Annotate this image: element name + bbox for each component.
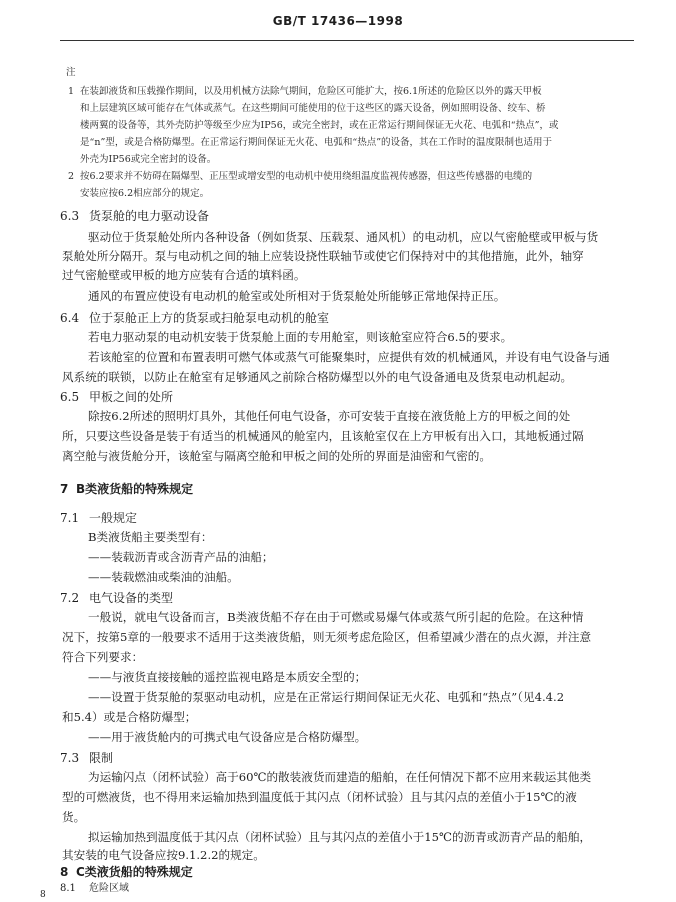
section-title: 危险区域 xyxy=(89,883,129,894)
section-title: 货泵舱的电力驱动设备 xyxy=(89,209,210,223)
section-title: 位于泵舱正上方的货泵或扫舱泵电动机的舱室 xyxy=(89,311,330,325)
paragraph-line: 一般说，就电气设备而言，B类液货船不存在由于可燃或易爆气体或蒸气所引起的危险。在这种情 xyxy=(88,610,584,624)
paragraph-line: 风系统的联锁，以防止在舱室有足够通风之前除合格防爆型以外的电气设备通电及货泵电动机起动。 xyxy=(62,370,573,384)
paragraph-line: 若电力驱动泵的电动机安装于货泵舱上面的专用舱室，则该舱室应符合6.5的要求。 xyxy=(88,330,513,344)
note-line: 楼两翼的设备等，其外壳防护等级至少应为IP56，或完全密封，或在正常运行期间保证无火花、电弧和“热点”，或 xyxy=(80,120,559,131)
paragraph-line: 除按6.2所述的照明灯具外，其他任何电气设备，亦可安装于直接在液货舱上方的甲板之间的处 xyxy=(88,409,571,423)
note-line: 按6.2要求并不妨碍在隔爆型、正压型或增安型的电动机中使用绕组温度监视传感器，但这些传感器的电缆的 xyxy=(80,171,533,182)
paragraph-line: 型的可燃液货，也不得用来运输加热到温度低于其闪点（闭杯试验）且与其闪点的差值小于15℃的液 xyxy=(62,790,577,804)
paragraph-line: 其安装的电气设备应按9.1.2.2的规定。 xyxy=(62,848,265,862)
list-item: ——与液货直接接触的遥控监视电路是本质安全型的； xyxy=(88,670,367,684)
note-item-number: 2 xyxy=(68,171,75,182)
chapter-number: 8 xyxy=(60,865,69,879)
paragraph-line: 为运输闪点（闭杯试验）高于60℃的散装液货而建造的船舶，在任何情况下都不应用来载运其他类 xyxy=(88,770,592,784)
section-number: 7.3 xyxy=(60,751,80,765)
paragraph-line: 离空舱与液货舱分开，该舱室与隔离空舱和甲板之间的处所的界面是油密和气密的。 xyxy=(62,449,491,463)
paragraph-line: 过气密舱壁或甲板的地方应装有合适的填料函。 xyxy=(62,268,306,282)
paragraph-line: 通风的布置应使设有电动机的舱室或处所相对于货泵舱处所能够正常地保持正压。 xyxy=(88,289,506,303)
list-item: ——用于液货舱内的可携式电气设备应是合格防爆型。 xyxy=(88,730,367,744)
note-label: 注 xyxy=(66,67,76,78)
page-header: GB/T 17436—1998 xyxy=(272,14,404,28)
note-line: 安装应按6.2相应部分的规定。 xyxy=(80,188,210,199)
note-item-number: 1 xyxy=(68,86,75,97)
section-number: 6.4 xyxy=(60,311,80,325)
note-line: 和上层建筑区域可能存在气体或蒸气。在这些期间可能使用的位于这些区的露天设备，例如照明设备、绞车、桥 xyxy=(80,103,546,114)
section-number: 7.2 xyxy=(60,591,80,605)
chapter-title: C类液货船的特殊规定 xyxy=(76,865,193,879)
note-line: 外壳为IP56或完全密封的设备。 xyxy=(80,154,217,165)
section-title: 一般规定 xyxy=(89,511,138,525)
chapter-title: B类液货船的特殊规定 xyxy=(76,482,194,496)
section-title: 电气设备的类型 xyxy=(89,591,174,605)
list-item: ——装载燃油或柴油的油船。 xyxy=(88,570,239,584)
list-item: 和5.4）或是合格防爆型； xyxy=(62,710,197,724)
list-item: ——设置于货泵舱的泵驱动电动机，应是在正常运行期间保证无火花、电弧和“热点”（见4.4.2 xyxy=(88,690,565,704)
paragraph-line: 若该舱室的位置和布置表明可燃气体或蒸气可能聚集时，应提供有效的机械通风，并设有电气设备与通 xyxy=(88,350,610,364)
paragraph-line: 货。 xyxy=(62,810,86,824)
section-number: 6.3 xyxy=(60,209,80,223)
note-line: 是“n”型，或是合格防爆型。在正常运行期间保证无火花、电弧和“热点”的设备，其在工作时的温度限制也适用于 xyxy=(80,137,553,148)
paragraph-line: 驱动位于货泵舱处所内各种设备（例如货泵、压载泵、通风机）的电动机，应以气密舱壁或甲板与货 xyxy=(88,230,599,244)
section-number: 6.5 xyxy=(60,390,80,404)
paragraph-line: 符合下列要求： xyxy=(62,650,144,664)
section-number: 8.1 xyxy=(60,883,76,894)
paragraph-line: 所，只要这些设备是装于有适当的机械通风的舱室内，且该舱室仅在上方甲板有出入口，其地板通过隔 xyxy=(62,429,584,443)
chapter-number: 7 xyxy=(60,482,69,496)
section-title: 甲板之间的处所 xyxy=(89,390,174,404)
list-item: ——装载沥青或含沥青产品的油船； xyxy=(88,550,274,564)
note-line: 在装卸液货和压载操作期间，以及用机械方法除气期间，危险区可能扩大，按6.1所述的危险区以外的露天甲板 xyxy=(80,86,542,97)
paragraph-line: 拟运输加热到温度低于其闪点（闭杯试验）且与其闪点的差值小于15℃的沥青或沥青产品的船舶， xyxy=(88,830,592,844)
paragraph-line: 况下，按第5章的一般要求不适用于这类液货船，则无须考虑危险区，但希望减少潜在的点火源，并注意 xyxy=(62,630,592,644)
header-rule xyxy=(60,40,634,41)
section-number: 7.1 xyxy=(60,511,80,525)
page-number: 8 xyxy=(40,890,46,900)
section-title: 限制 xyxy=(89,751,114,765)
paragraph-line: 泵舱处所分隔开。泵与电动机之间的轴上应装设挠性联轴节或使它们保持对中的其他措施，此外，轴穿 xyxy=(62,249,584,263)
paragraph-line: B类液货船主要类型有： xyxy=(88,530,213,544)
